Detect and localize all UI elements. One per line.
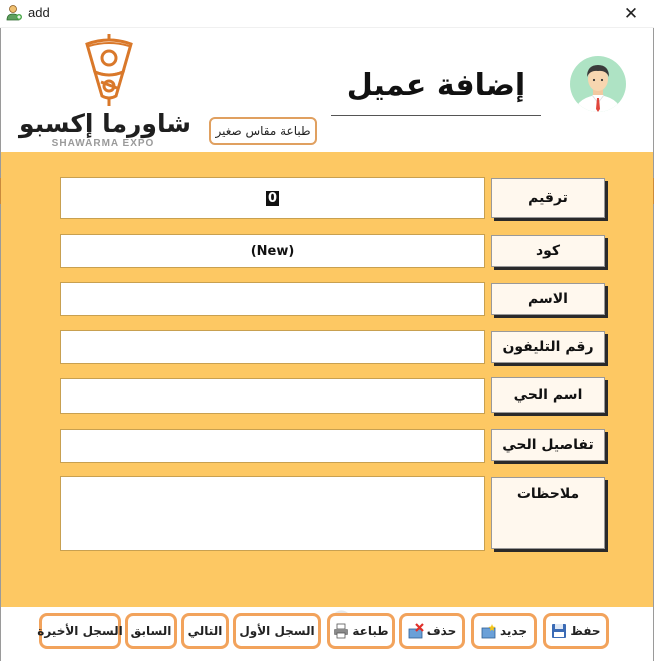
district-details-value: [61, 430, 484, 462]
phone-field[interactable]: [60, 330, 485, 364]
phone-label: رقم التليفون: [491, 331, 605, 363]
delete-button[interactable]: [399, 613, 465, 649]
delete-label: حذف: [426, 624, 457, 638]
last-record-button[interactable]: [39, 613, 121, 649]
print-label: طباعة: [352, 624, 389, 638]
previous-button[interactable]: [125, 613, 177, 649]
close-icon: ✕: [623, 4, 639, 24]
name-value: [61, 283, 484, 315]
small-print-label: طباعة مقاس صغير: [215, 124, 311, 138]
user-avatar-icon: [570, 53, 626, 115]
window-titlebar: [0, 0, 654, 28]
name-field[interactable]: [60, 282, 485, 316]
district-name-label: اسم الحي: [491, 377, 605, 413]
notes-field[interactable]: [60, 476, 485, 551]
window-title: add: [28, 5, 50, 20]
notes-label: ملاحظات: [491, 477, 605, 549]
phone-value: [61, 331, 484, 363]
save-button[interactable]: [543, 613, 609, 649]
delete-icon: [408, 623, 424, 639]
district-details-label: تفاصيل الحي: [491, 429, 605, 461]
code-field[interactable]: [60, 234, 485, 268]
new-button[interactable]: [471, 613, 537, 649]
shawarma-expo-logo: [15, 32, 195, 148]
district-details-field[interactable]: [60, 429, 485, 463]
previous-label: السابق: [130, 624, 172, 638]
first-record-label: السجل الأول: [239, 624, 315, 638]
code-value: (New): [250, 243, 295, 259]
new-label: جديد: [499, 624, 528, 638]
small-print-button[interactable]: [209, 117, 317, 145]
logo-text-en: SHAWARMA EXPO: [51, 138, 155, 148]
next-label: التالي: [187, 624, 223, 638]
new-icon: [481, 623, 497, 639]
numbering-value: 0: [267, 190, 278, 206]
last-record-label: السجل الأخيرة: [37, 624, 123, 638]
numbering-field[interactable]: [60, 177, 485, 219]
district-name-field[interactable]: [60, 378, 485, 414]
printer-icon: [333, 623, 349, 639]
logo-text-ar: شاورما إكسبو: [19, 109, 191, 138]
print-button[interactable]: [327, 613, 395, 649]
close-button[interactable]: [608, 0, 654, 28]
name-label: الاسم: [491, 283, 605, 315]
first-record-button[interactable]: [233, 613, 321, 649]
next-button[interactable]: [181, 613, 229, 649]
header: [1, 28, 653, 152]
code-label: كود: [491, 235, 605, 267]
numbering-label: ترقيم: [491, 178, 605, 218]
app-user-icon: [6, 4, 22, 22]
save-icon: [551, 623, 567, 639]
page-title: إضافة عميل: [331, 64, 541, 116]
notes-value: [61, 477, 484, 550]
save-label: حفظ: [570, 624, 601, 638]
district-name-value: [61, 379, 484, 413]
